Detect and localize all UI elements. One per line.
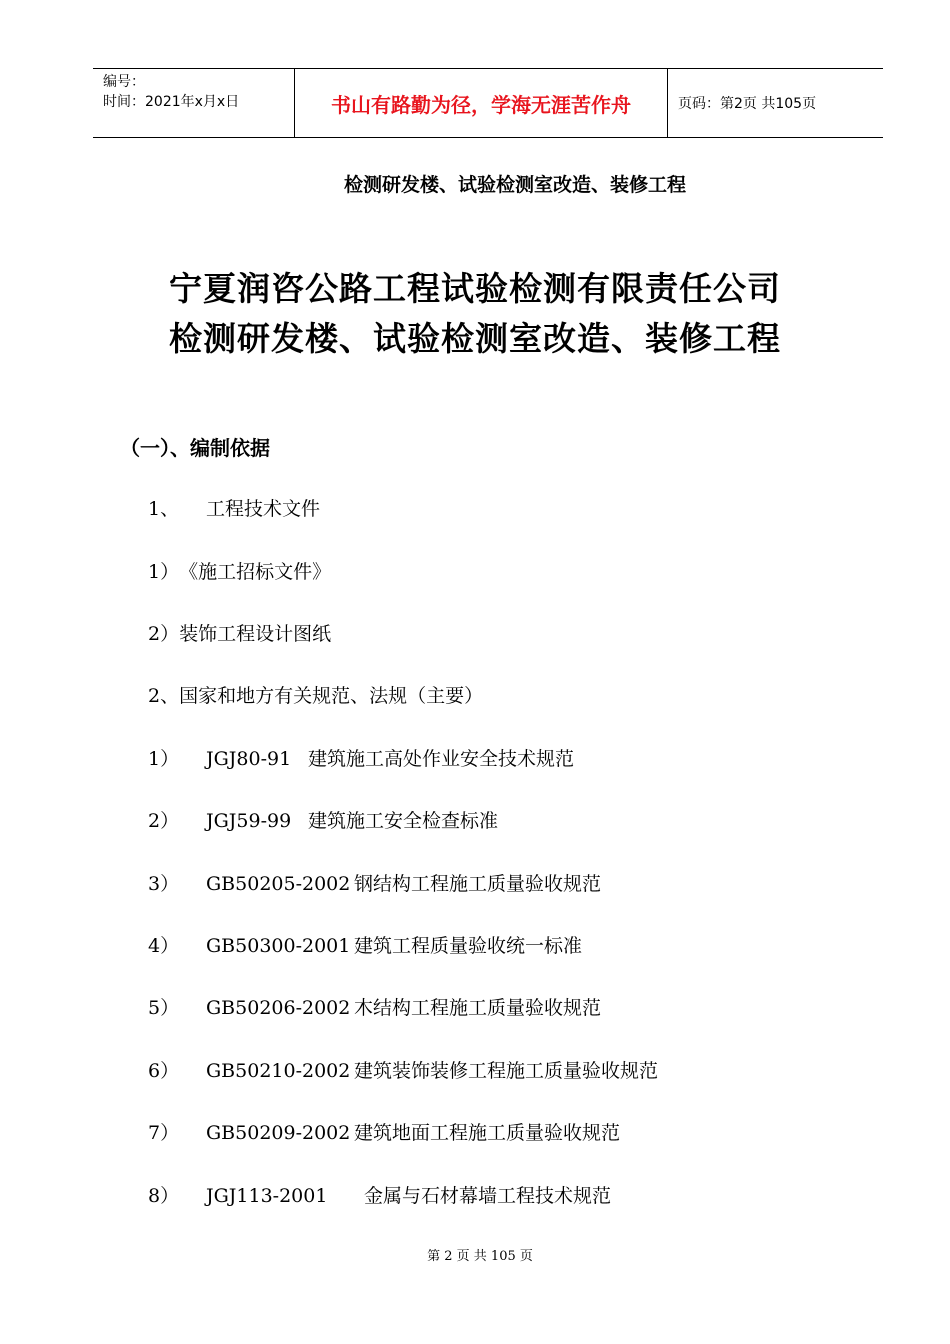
list-item-text: 国家和地方有关规范、法规（主要） [179, 685, 484, 707]
list-item [148, 869, 601, 896]
document-subtitle: 检测研发楼、试验检测室改造、装修工程 [343, 174, 686, 196]
list-item-text: 装饰工程设计图纸 [179, 623, 332, 645]
standard-code: GB50209-2002 [206, 1122, 351, 1144]
time-label: 时间：2021年x月x日 [103, 94, 240, 110]
list-item [148, 494, 320, 521]
header-page-cell [668, 69, 883, 137]
list-item-text: 建筑地面工程施工质量验收规范 [354, 1122, 621, 1144]
list-item-number: 4） [148, 935, 180, 957]
number-label: 编号： [103, 74, 145, 90]
list-item [148, 1056, 658, 1083]
list-item-number: 2） [148, 810, 180, 832]
page-code: 页码：第2页 共105页 [678, 96, 817, 112]
list-item-number: 8） [148, 1185, 180, 1207]
list-item-text: 建筑施工高处作业安全技术规范 [308, 748, 575, 770]
list-item [148, 619, 331, 646]
list-item [148, 557, 331, 584]
list-item-number: 1） [148, 561, 180, 583]
page-header [93, 68, 883, 138]
list-item-text: 建筑装饰装修工程施工质量验收规范 [354, 1060, 659, 1082]
list-item [148, 681, 483, 708]
list-item-text: 钢结构工程施工质量验收规范 [354, 873, 602, 895]
list-item [148, 1118, 620, 1145]
title-line-2: 检测研发楼、试验检测室改造、装修工程 [169, 319, 781, 358]
list-item-number: 6） [148, 1060, 180, 1082]
header-motto-cell [295, 69, 668, 137]
section-heading: （一）、编制依据 [120, 436, 270, 460]
list-item-text: 建筑工程质量验收统一标准 [354, 935, 583, 957]
list-item-number: 2） [148, 623, 180, 645]
list-item-number: 5） [148, 997, 180, 1019]
list-item [148, 1181, 611, 1208]
list-item [148, 931, 582, 958]
list-item-text: 木结构工程施工质量验收规范 [354, 997, 602, 1019]
list-item-number: 2、 [148, 685, 180, 707]
list-item-text: 《施工招标文件》 [179, 561, 332, 583]
list-item-number: 3） [148, 873, 180, 895]
standard-code: JGJ80-91 [206, 748, 292, 770]
page-footer: 第 2 页 共 105 页 [427, 1249, 533, 1264]
standard-code: GB50205-2002 [206, 873, 351, 895]
standard-code: JGJ113-2001 [206, 1185, 328, 1207]
list-item-number: 7） [148, 1122, 180, 1144]
list-item [148, 993, 601, 1020]
motto-text: 书山有路勤为径，学海无涯苦作舟 [331, 92, 631, 117]
header-meta-cell [93, 69, 295, 137]
standard-code: GB50210-2002 [206, 1060, 351, 1082]
list-item-number: 1、 [148, 498, 180, 520]
title-line-1: 宁夏润咨公路工程试验检测有限责任公司 [169, 269, 781, 308]
list-item-text: 工程技术文件 [206, 498, 321, 520]
list-item-number: 1） [148, 748, 180, 770]
list-item-text: 建筑施工安全检查标准 [308, 810, 499, 832]
list-item [148, 744, 574, 771]
standard-code: JGJ59-99 [206, 810, 292, 832]
standard-code: GB50206-2002 [206, 997, 351, 1019]
list-item [148, 806, 498, 833]
list-item-text: 金属与石材幕墙工程技术规范 [364, 1185, 612, 1207]
standard-code: GB50300-2001 [206, 935, 351, 957]
